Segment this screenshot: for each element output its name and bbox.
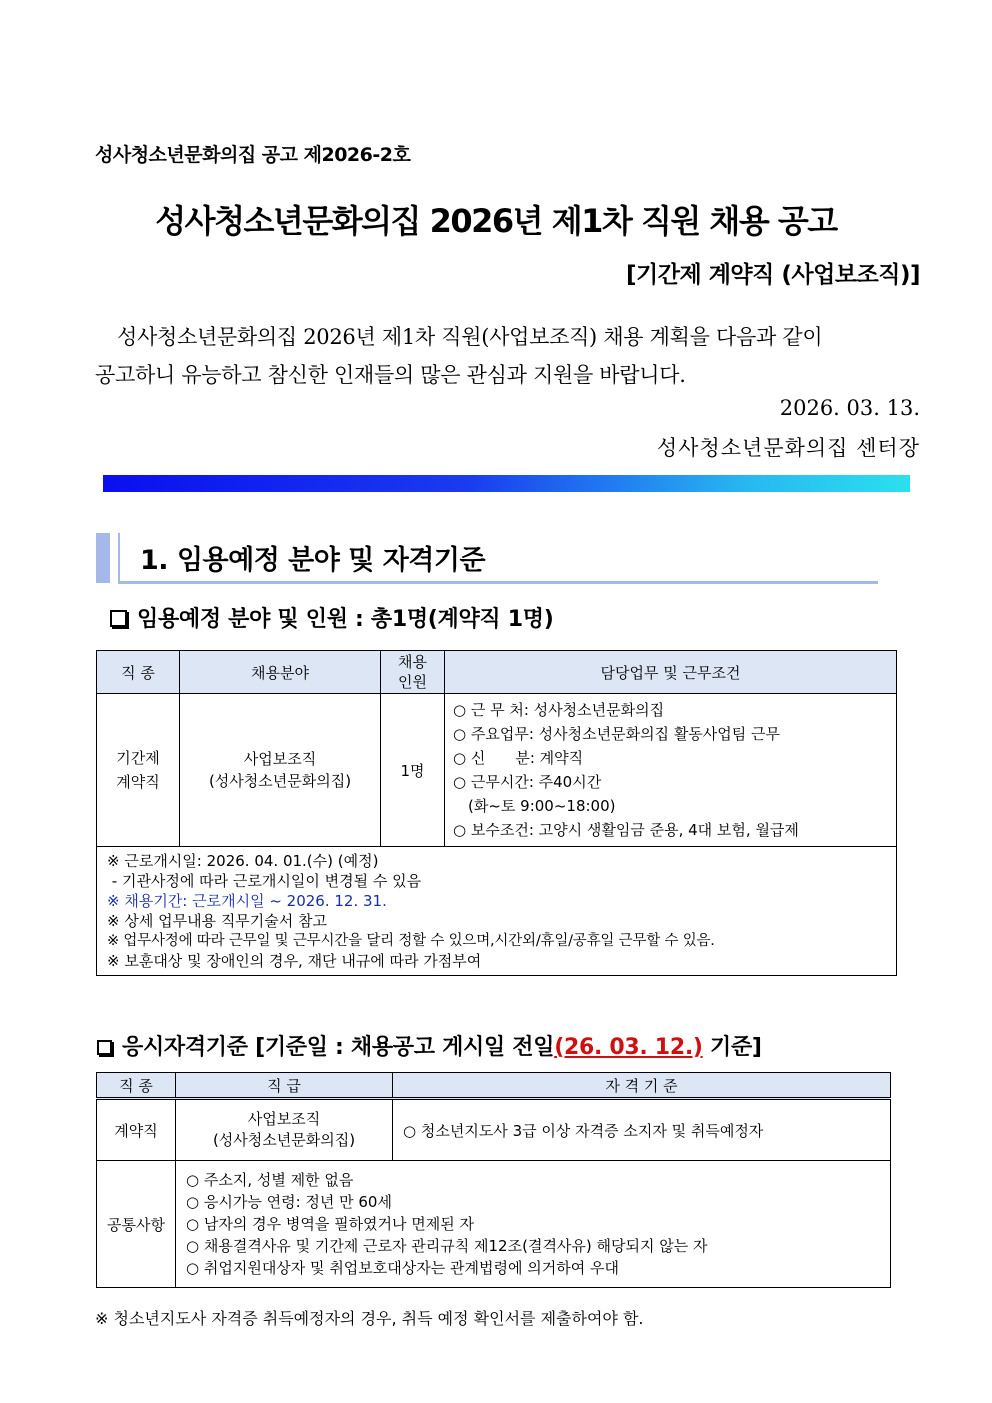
condition-item: ○ 남자의 경우 병역을 필하였거나 면제된 자 [186,1215,475,1233]
note-item: ※ 업무사정에 따라 근무일 및 근무시간을 달리 정할 수 있으며,시간외/휴일/공휴일 근무할 수 있음. [107,933,715,949]
header-field: 채용분야 [180,651,381,694]
qualification-heading-suffix: 기준] [702,1035,762,1060]
signer: 성사청소년문화의집 센터장 [656,436,920,460]
cell-job-type: 계약직 [97,1099,176,1161]
positions-table [96,650,897,976]
header-grade: 직 급 [176,1073,393,1099]
document-number: 성사청소년문화의집 공고 제2026-2호 [95,144,411,166]
header-criteria: 자 격 기 준 [393,1073,891,1099]
field-name: 사업보조직 [243,750,317,768]
section-accent-bar [96,533,110,583]
section-1-title: 1. 임용예정 분야 및 자격기준 [140,545,486,576]
header-duties: 담당업무 및 근무조건 [445,651,897,694]
table-notes-row [97,847,897,976]
condition-item: ○ 채용결격사유 및 기간제 근로자 관리규칙 제12조(결격사유) 해당되지 않는 자 [186,1237,708,1255]
duty-item: ○ 신 분: 계약직 [453,749,584,767]
header-count: 채용 인원 [381,651,445,694]
qualification-heading [97,1030,762,1061]
checkbox-square-icon [97,1040,112,1055]
cell-job-type: 기간제 계약직 [97,694,180,847]
note-item: ※ 보훈대상 및 장애인의 경우, 재단 내규에 따라 가점부여 [107,952,482,970]
cell-field [180,694,381,847]
checkbox-square-icon [110,610,127,627]
grade-name: 사업보조직 [247,1110,321,1128]
table-header-row [97,1073,891,1099]
condition-item: ○ 응시가능 연령: 정년 만 60세 [186,1193,392,1211]
header-job-type: 직 종 [97,1073,176,1099]
duty-item: ○ 근 무 처: 성사청소년문화의집 [453,701,665,719]
duty-item: ○ 근무시간: 주40시간 [453,773,602,791]
positions-heading-text: 임용예정 분야 및 인원 : 총1명(계약직 1명) [137,607,554,632]
cell-notes [97,847,897,976]
note-item: ※ 근로개시일: 2026. 04. 01.(수) (예정) [107,852,379,870]
cell-count: 1명 [381,694,445,847]
intro-paragraph [95,318,895,394]
table-row [97,1099,891,1161]
table-row [97,1161,891,1288]
qualification-reference-date: (26. 03. 12.) [554,1035,703,1060]
cell-common-items [176,1161,891,1288]
page-title: 성사청소년문화의집 2026년 제1차 직원 채용 공고 [155,202,837,240]
cell-common: 공통사항 [97,1161,176,1288]
field-org: (성사청소년문화의집) [208,772,352,790]
qualification-heading-text: 응시자격기준 [기준일 : 채용공고 게시일 전일 [122,1035,555,1060]
section-underline [118,581,878,584]
note-item: - 기관사정에 따라 근로개시일이 변경될 수 있음 [107,872,422,890]
table-header-row [97,651,897,694]
notice-date: 2026. 03. 13. [779,396,920,420]
header-job-type: 직 종 [97,651,180,694]
positions-heading [110,602,553,633]
cell-duties [445,694,897,847]
condition-item: ○ 주소지, 성별 제한 없음 [186,1171,354,1189]
note-item: ※ 상세 업무내용 직무기술서 참고 [107,912,328,930]
cell-criteria: ○ 청소년지도사 3급 이상 자격증 소지자 및 취득예정자 [393,1099,891,1161]
duty-item: (화~토 9:00~18:00) [453,797,616,815]
footnote: ※ 청소년지도사 자격증 취득예정자의 경우, 취득 예정 확인서를 제출하여야 함. [95,1309,644,1328]
duty-item: ○ 보수조건: 고양시 생활임금 준용, 4대 보험, 월급제 [453,821,799,839]
page-subtitle: [기간제 계약직 (사업보조직)] [626,262,920,288]
cell-grade [176,1099,393,1161]
table-row [97,694,897,847]
condition-item: ○ 취업지원대상자 및 취업보호대상자는 관계법령에 의거하여 우대 [186,1259,619,1277]
intro-line-1: 성사청소년문화의집 2026년 제1차 직원(사업보조직) 채용 계획을 다음과 같이 [117,325,823,349]
gradient-divider [103,475,910,492]
qualification-table [96,1072,891,1288]
grade-org: (성사청소년문화의집) [212,1131,356,1149]
section-accent-line [118,533,120,583]
intro-line-2: 공고하니 유능하고 참신한 인재들의 많은 관심과 지원을 바랍니다. [95,363,686,387]
duty-item: ○ 주요업무: 성사청소년문화의집 활동사업팀 근무 [453,725,781,743]
note-item: ※ 채용기간: 근로개시일 ~ 2026. 12. 31. [107,892,387,910]
